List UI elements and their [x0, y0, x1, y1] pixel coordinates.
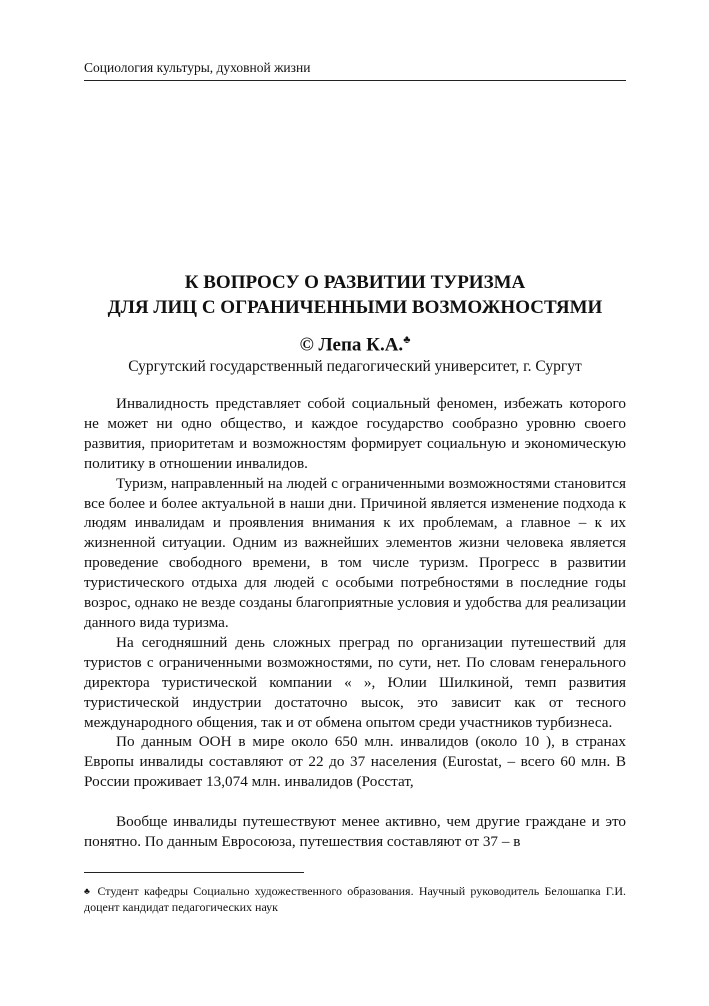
paragraph: Инвалидность представляет собой социальный феномен, избежать которого не может ни одно общество, и каждое государство сообразно уровню своего развития, приоритетам и возможностям формирует социальную и экономическую политику в отношении инвалидов. [84, 395, 626, 472]
paragraph: На сегодняшний день сложных преград по организации путешествий для туристов с ограниченными возможностями, по сути, нет. По словам генерального директора туристической компании « », Юлии Шилкиной, темп развития туристической индустрии достаточно высок, это зависит как от тесного международного общения, так и от обмена опытом среди участников турбизнеса. [84, 633, 626, 731]
footnote-mark: ♣ [84, 886, 93, 896]
footnote-text: Студент кафедры Социально художественного образования. Научный руководитель Белошапка Г.И. доцент кандидат педагогических наук [84, 884, 627, 914]
affiliation: Сургутский государственный педагогический университет, г. Сургут [128, 358, 582, 375]
article-body [84, 394, 626, 852]
paragraph: По данным ООН в мире около 650 млн. инвалидов (около 10 ), в странах Европы инвалиды составляют от 22 до 37 населения (Eurostat, – всего 60 млн. В России проживает 13,074 млн. инвалидов (Росстат, [84, 733, 626, 791]
author-line [84, 334, 626, 356]
header-rule [84, 80, 626, 81]
title-line-2: ДЛЯ ЛИЦ С ОГРАНИЧЕННЫМИ ВОЗМОЖНОСТЯМИ [107, 297, 603, 318]
paragraph: Вообще инвалиды путешествуют менее активно, чем другие граждане и это понятно. По данным Евросоюза, путешествия составляют от 37 – в [84, 813, 626, 850]
author-footnote-mark: ♣ [403, 334, 411, 346]
title-line-1: К ВОПРОСУ О РАЗВИТИИ ТУРИЗМА [184, 272, 526, 293]
author-name: © Лепа К.А. [299, 334, 404, 356]
paragraph: Туризм, направленный на людей с ограниченными возможностями становится все более и более актуальной в наши дни. Причиной является изменение подхода к людям инвалидам и проявления внимания к их проблемам, а главное – к их жизненной ситуации. Одним из важнейших элементов жизни человека является проведение свободного времени, в том числе туризм. Прогресс в развитии туристического отдыха для людей с особыми потребностями в последние годы возрос, однако не везде созданы благоприятные условия и удобства для реализации данного вида туризма. [84, 474, 626, 631]
article-title [84, 270, 626, 320]
footnote-rule [84, 872, 304, 873]
running-header: Социология культуры, духовной жизни [84, 60, 311, 75]
footnote [84, 883, 626, 915]
